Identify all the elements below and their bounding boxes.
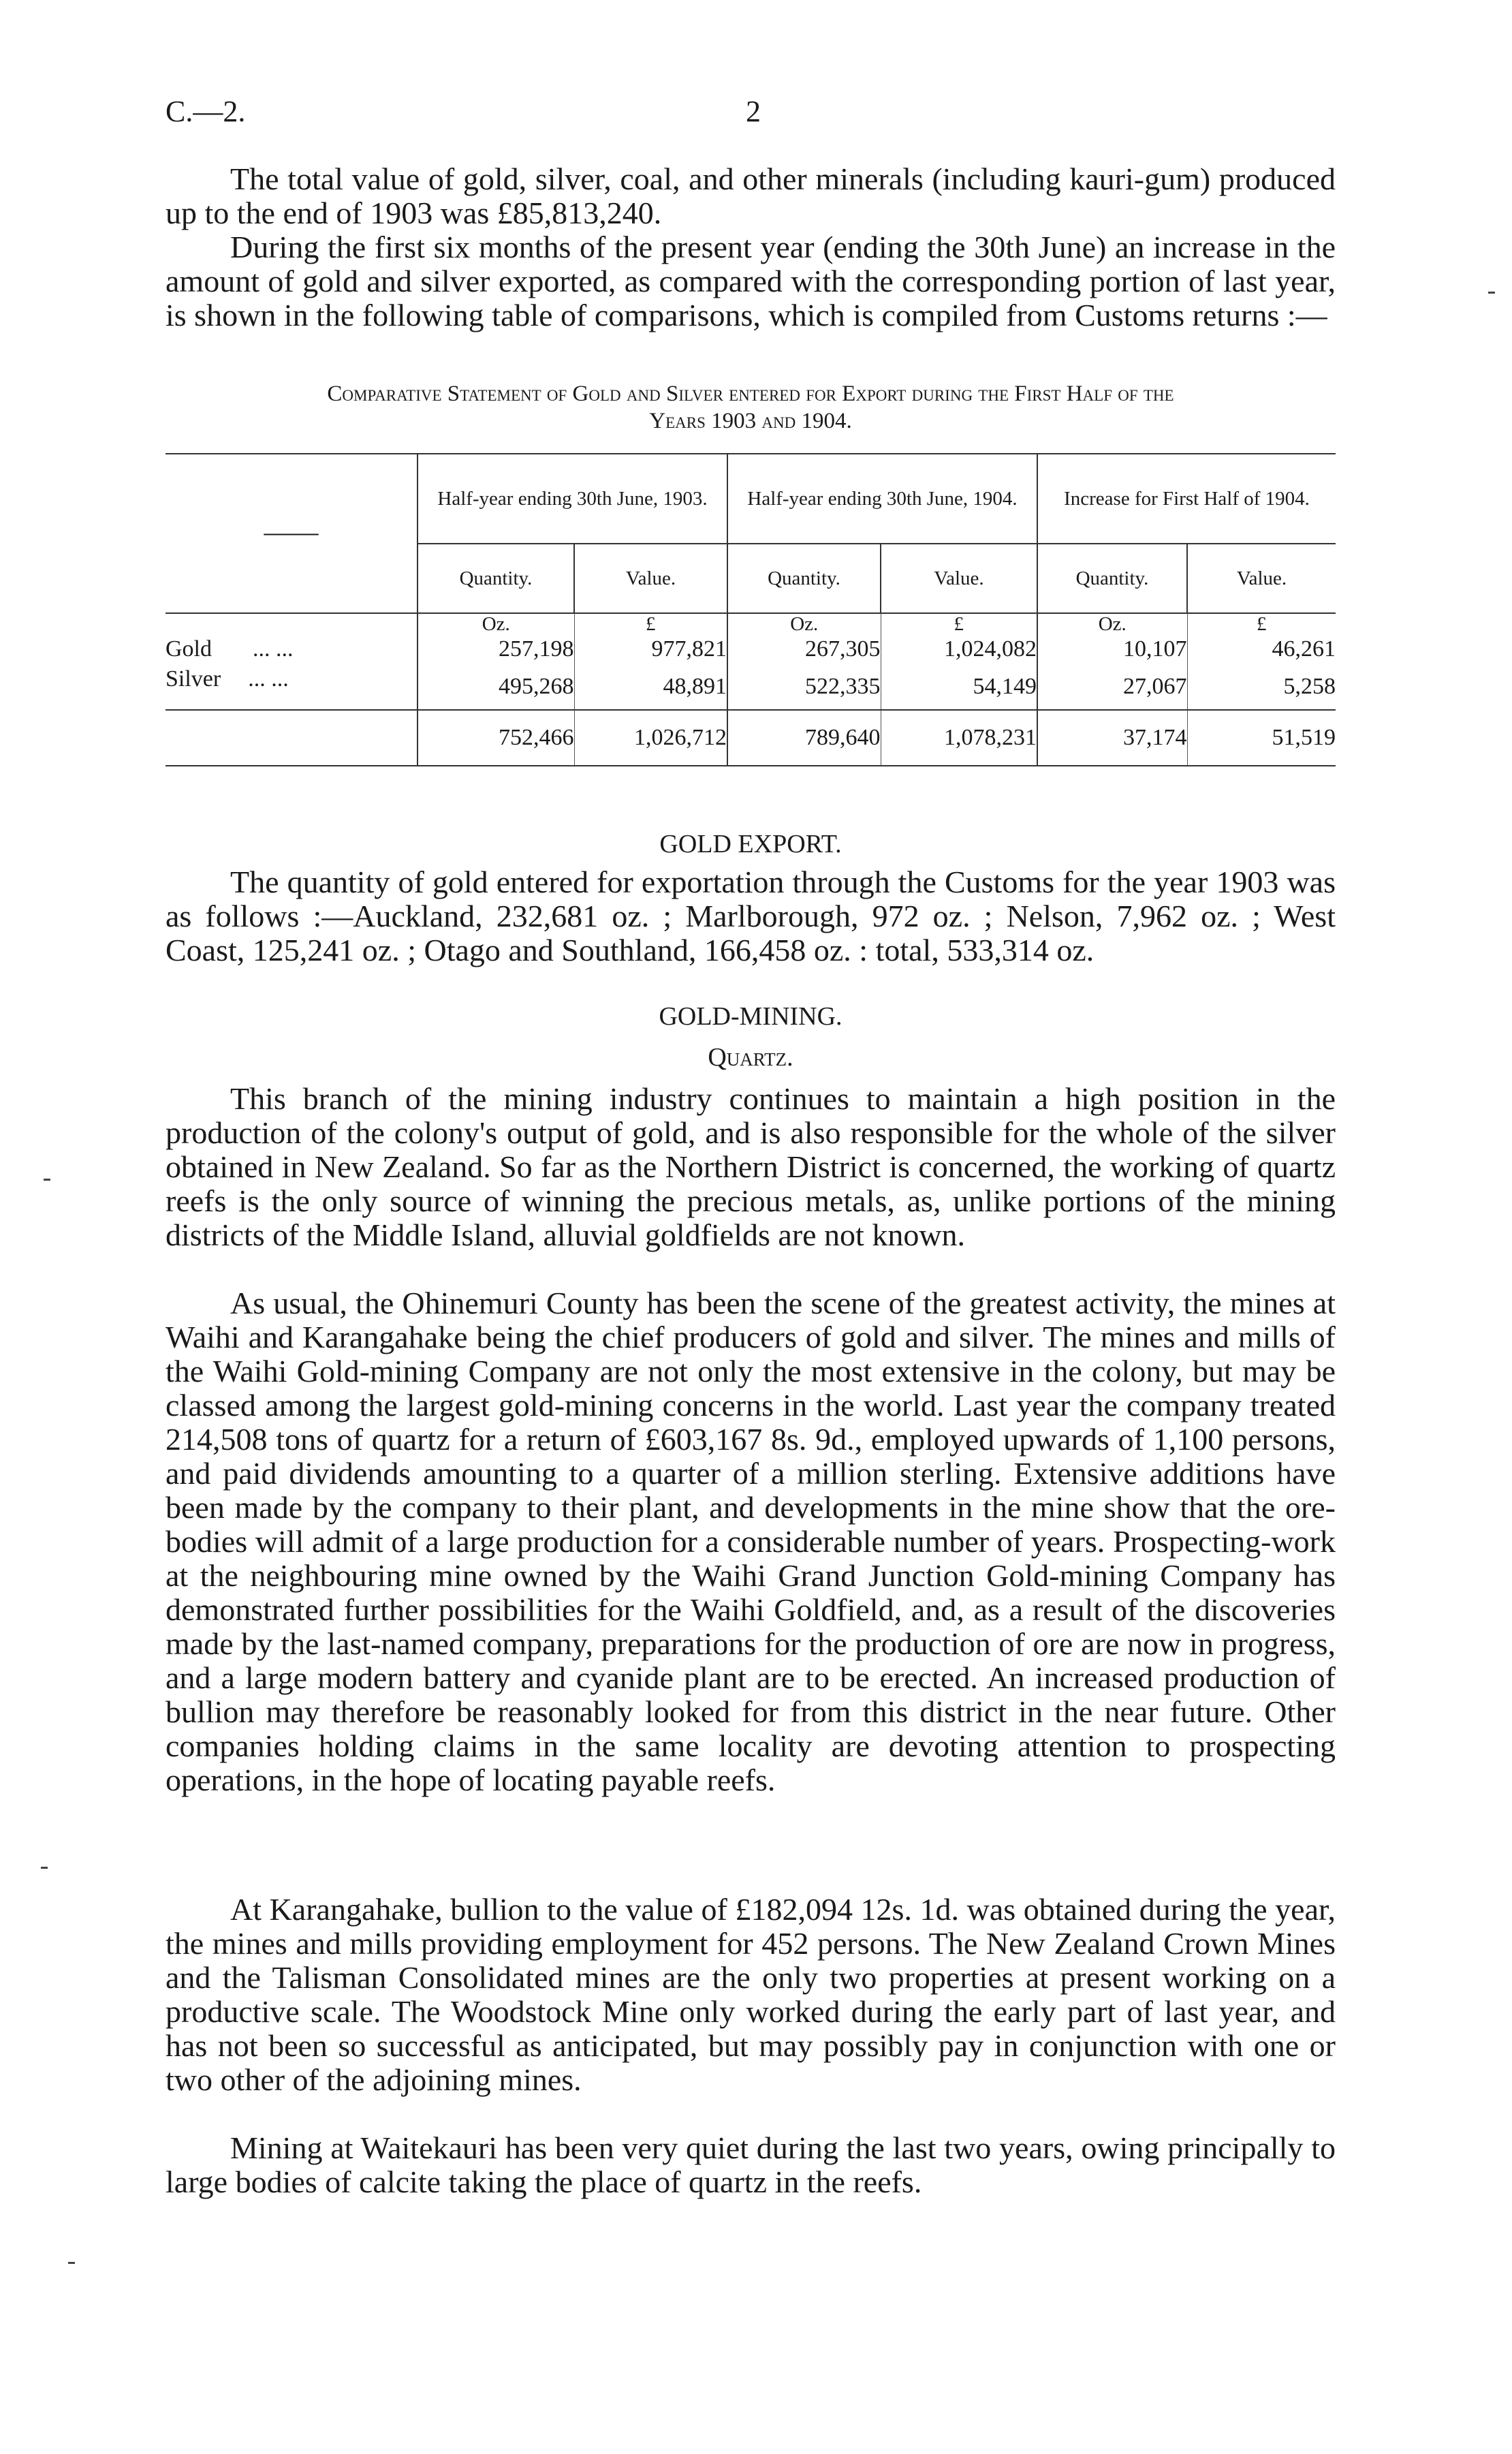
total-cell: 51,519 (1187, 710, 1336, 766)
page-number: 2 (746, 95, 761, 128)
total-cell: 789,640 (727, 710, 881, 766)
quartz-paragraph-1: This branch of the mining industry continues to maintain a high position in the production of the colony's output of gold, and is also responsible for the whole of the silver obtained in New Zealand. So far as the Northern District is concerned, the working of quartz reefs is the only source of winning the precious metals, as, unlike portions of the mining districts of the Middle Island, alluvial goldfields are not known. (166, 1081, 1336, 1252)
sub-header-quantity-1903: Quantity. (418, 544, 574, 613)
table-row-silver (166, 664, 1336, 710)
group-header-increase: Increase for First Half of 1904. (1037, 454, 1336, 544)
table-row-gold (166, 634, 1336, 664)
quartz-paragraph-2: As usual, the Ohinemuri County has been the scene of the greatest activity, the mines at Waihi and Karangahake being the chief producers of gold and silver. The mines and mills of the Waihi Gold-mining Company are not only the most extensive in the colony, but may be classed among the largest gold-mining concerns in the world. Last year the company treated 214,508 tons of quartz for a return of £603,167 8s. 9d., employed upwards of 1,100 persons, and paid dividends amounting to a quarter of a million sterling. Extensive additions have been made by the company to their plant, and developments in the mine show that the ore-bodies will admit of a large production for a considerable number of years. Prospecting-work at the neighbouring mine owned by the Waihi Grand Junction Gold-mining Company has demonstrated further possibilities for the Waihi Goldfield, and, as a result of the discoveries made by the last-named company, preparations for the production of ore are now in progress, and a large modern battery and cyanide plant are to be erected. An increased production of bullion may therefore be reasonably looked for from this district in the near future. Other companies holding claims in the same locality are devoting attention to prospecting operations, in the hope of locating payable reefs. (166, 1286, 1336, 1797)
table-group-header-row (166, 454, 1336, 544)
margin-mark (68, 2262, 75, 2264)
quartz-paragraph-4: Mining at Waitekauri has been very quiet during the last two years, owing principally to large bodies of calcite taking the place of quartz in the reefs. (166, 2130, 1336, 2199)
total-cell: 1,026,712 (574, 710, 727, 766)
table-cell: 1,024,082 (881, 634, 1037, 664)
row-label: Gold ... ... (166, 636, 294, 662)
sub-header-value-1904: Value. (881, 544, 1037, 613)
table-cell: 5,258 (1187, 664, 1336, 710)
table-cell: 48,891 (574, 664, 727, 710)
sub-header-quantity-increase: Quantity. (1037, 544, 1187, 613)
unit-pound: £ (881, 613, 1037, 634)
table-cell: 522,335 (727, 664, 881, 710)
group-header-1903: Half-year ending 30th June, 1903. (418, 454, 727, 544)
margin-mark (44, 1179, 50, 1181)
intro-paragraph-1: The total value of gold, silver, coal, and other minerals (including kauri-gum) produced up to the end of 1903 was £85,813,240. (166, 161, 1336, 230)
document-code: C.—2. (166, 95, 246, 128)
sub-header-quantity-1904: Quantity. (727, 544, 881, 613)
comparison-table (166, 453, 1336, 766)
row-label: Silver ... ... (166, 666, 289, 692)
gold-export-heading: GOLD EXPORT. (659, 830, 842, 858)
unit-oz: Oz. (1037, 613, 1187, 634)
intro-paragraph-2: During the first six months of the present year (ending the 30th June) an increase in the amount of gold and silver exported, as compared with the corresponding portion of last year, is shown in the following table of comparisons, which is compiled from Customs returns :— (166, 230, 1336, 332)
table-cell: 10,107 (1037, 634, 1187, 664)
table-corner-cell: —— (166, 454, 418, 613)
table-cell: 267,305 (727, 634, 881, 664)
margin-mark (1488, 292, 1495, 294)
quartz-paragraph-3: At Karangahake, bullion to the value of £182,094 12s. 1d. was obtained during the year, the mines and mills providing employment for 452 persons. The New Zealand Crown Mines and the Talisman Consolidated mines are the only two properties at present working on a productive scale. The Woodstock Mine only worked during the early part of last year, and has not been so successful as anticipated, but may possibly pay in conjunction with one or two other of the adjoining mines. (166, 1892, 1336, 2097)
unit-oz: Oz. (418, 613, 574, 634)
total-cell: 37,174 (1037, 710, 1187, 766)
table-cell: 54,149 (881, 664, 1037, 710)
unit-pound: £ (1187, 613, 1336, 634)
group-header-1904: Half-year ending 30th June, 1904. (727, 454, 1037, 544)
sub-header-value-increase: Value. (1187, 544, 1336, 613)
sub-header-value-1903: Value. (574, 544, 727, 613)
quartz-subheading: Quartz. (708, 1043, 793, 1072)
table-caption-line-1: Comparative Statement of Gold and Silver entered for Export during the First Half of the (327, 382, 1174, 406)
total-cell: 1,078,231 (881, 710, 1037, 766)
gold-mining-heading: GOLD-MINING. (659, 1002, 842, 1031)
table-caption-line-2: Years 1903 and 1904. (649, 409, 852, 433)
margin-mark (41, 1867, 48, 1869)
table-caption (166, 380, 1336, 435)
page-header (166, 94, 1335, 135)
table-cell: 977,821 (574, 634, 727, 664)
unit-pound: £ (574, 613, 727, 634)
table-totals-row (166, 710, 1336, 766)
table-cell: 257,198 (418, 634, 574, 664)
table-cell: 27,067 (1037, 664, 1187, 710)
table-cell: 495,268 (418, 664, 574, 710)
unit-oz: Oz. (727, 613, 881, 634)
table-units-row (166, 613, 1336, 634)
table-cell: 46,261 (1187, 634, 1336, 664)
total-cell: 752,466 (418, 710, 574, 766)
gold-export-paragraph: The quantity of gold entered for exportation through the Customs for the year 1903 was as follows :—Auckland, 232,681 oz. ; Marlborough, 972 oz. ; Nelson, 7,962 oz. ; West Coast, 125,241 oz. ; Otago and Southland, 166,458 oz. : total, 533,314 oz. (166, 865, 1336, 967)
